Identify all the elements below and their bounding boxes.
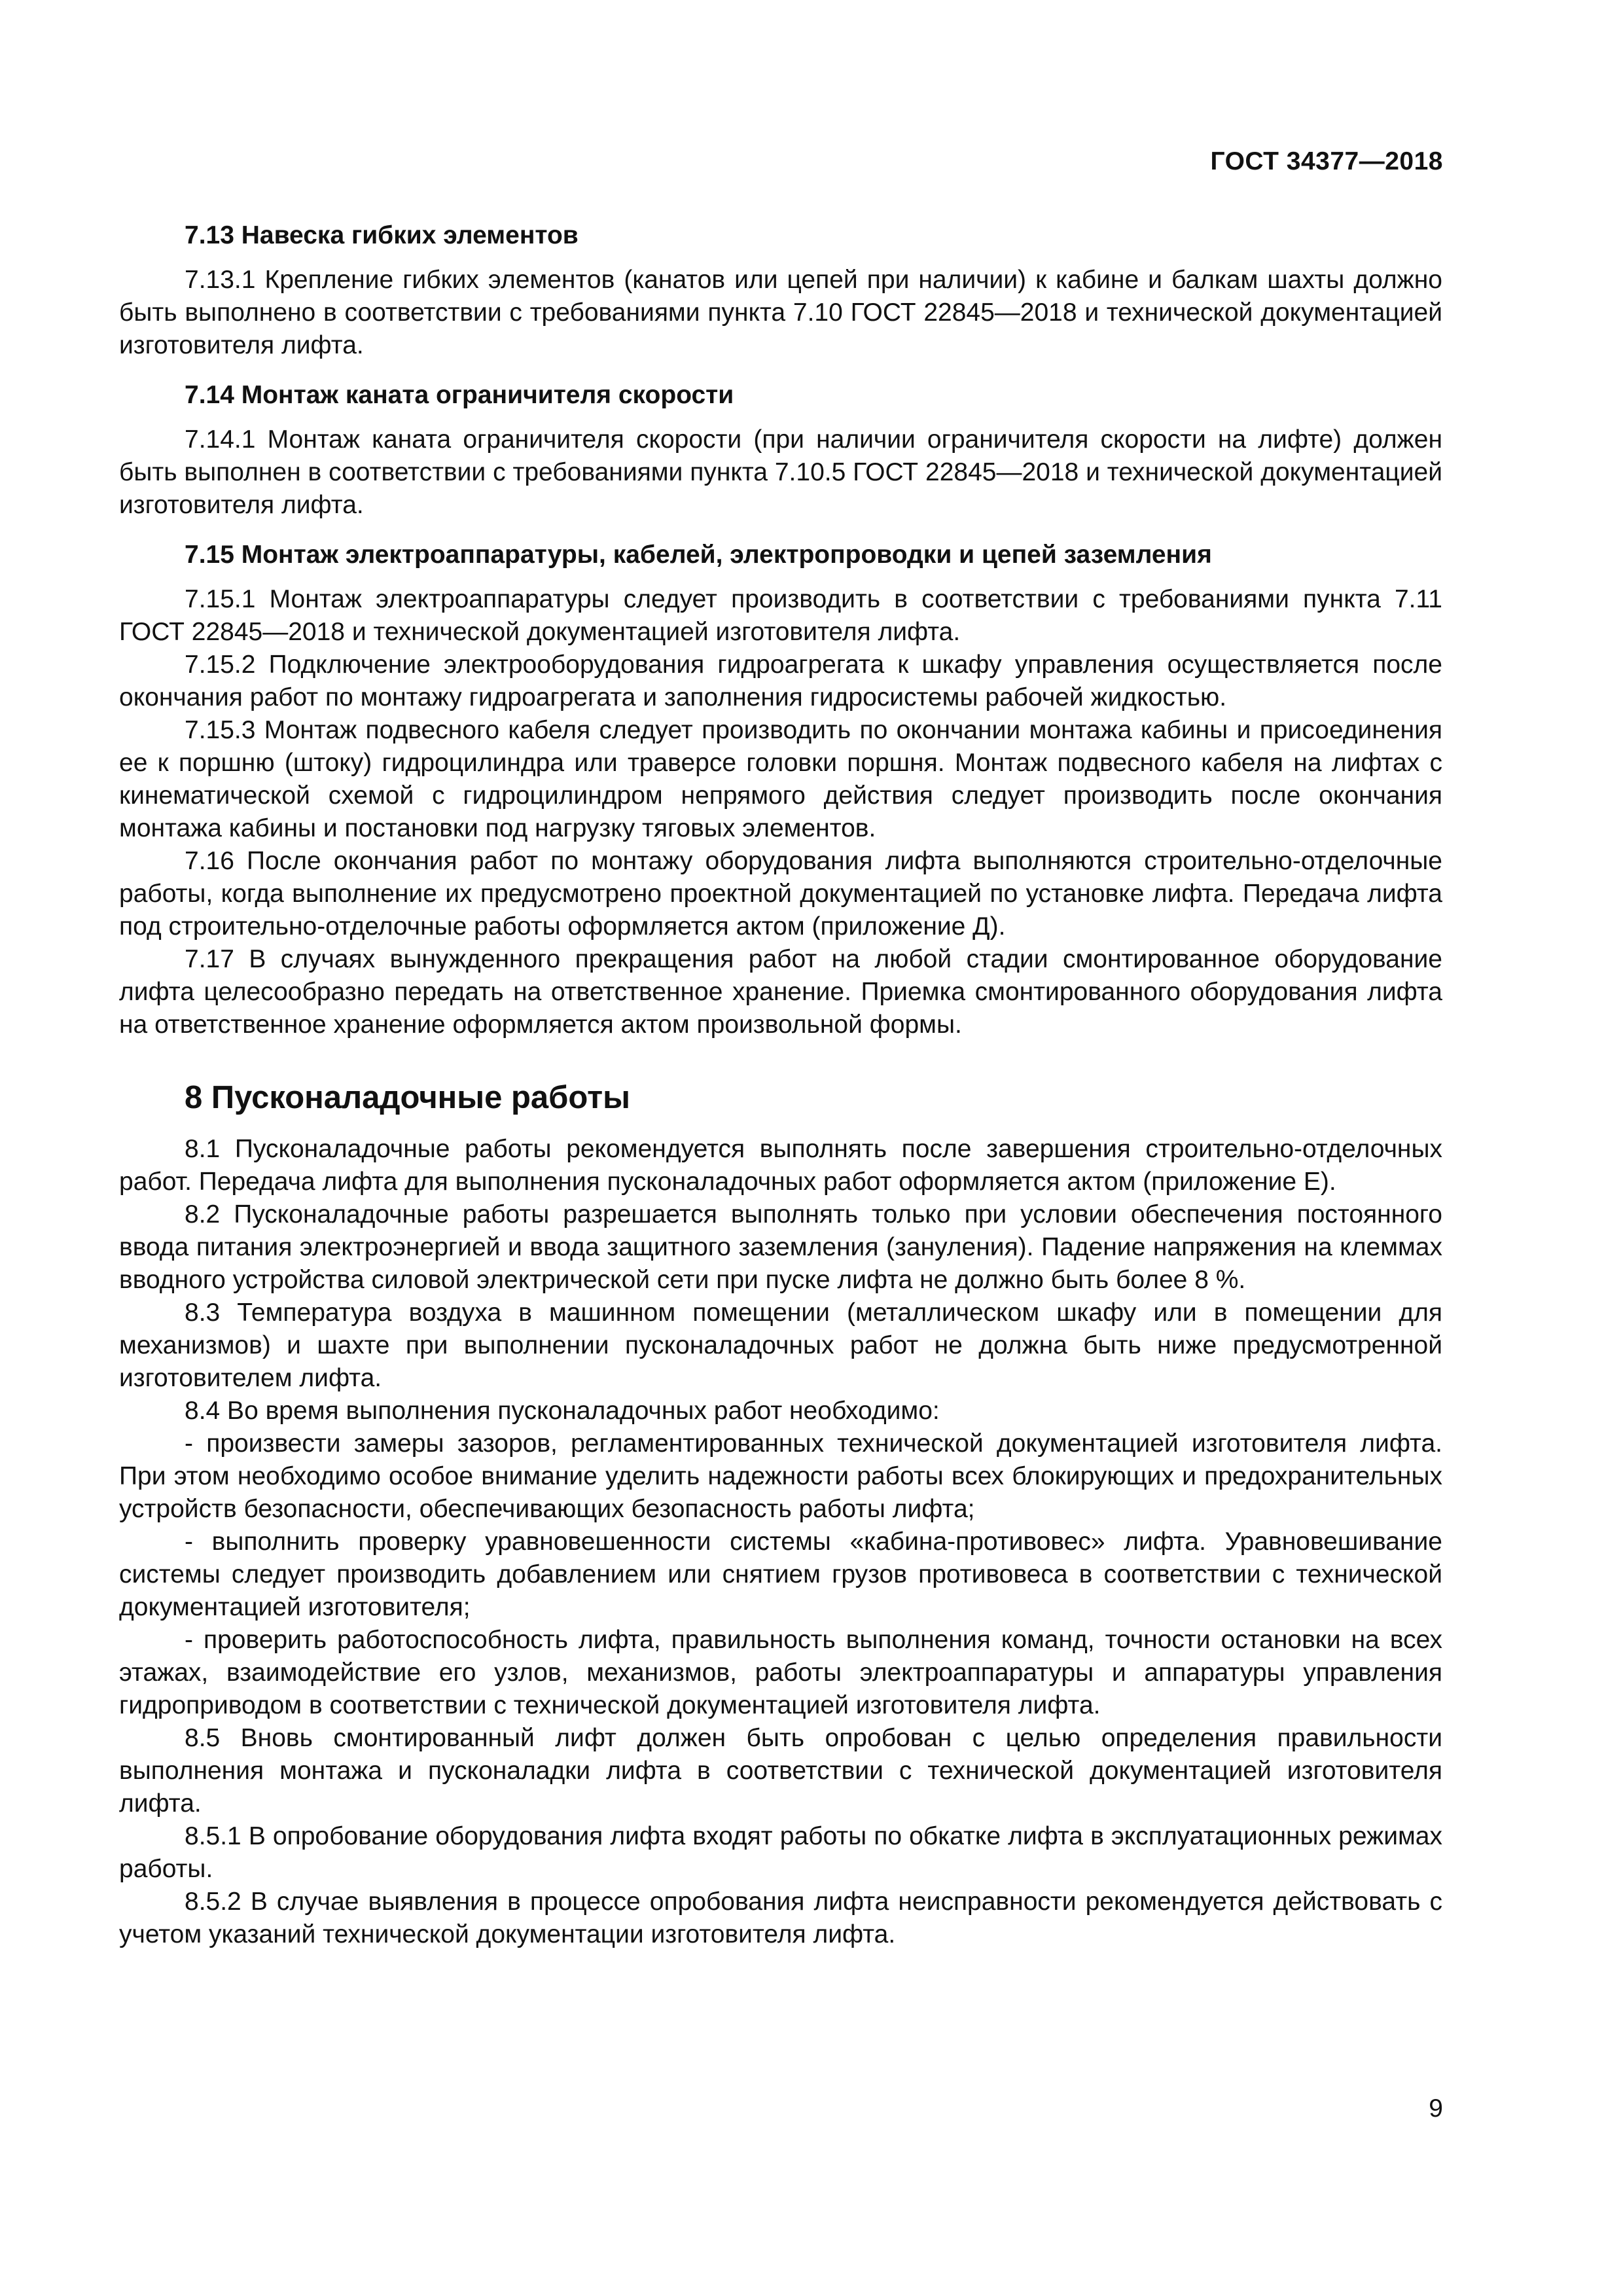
list-item-8-4-c: - проверить работоспособность лифта, правильность выполнения команд, точности остановки на всех этажах, взаимодействие его узлов, механизмов, работы электроаппаратуры и аппаратуры управления гидроприводом в соответствии с технической документацией изготовителя лифта. — [119, 1626, 1442, 1719]
heading-7-14: 7.14 Монтаж каната ограничителя скорости — [185, 381, 734, 409]
paragraph-7-14-1: 7.14.1 Монтаж каната ограничителя скорости (при наличии ограничителя скорости на лифте) должен быть выполнен в соответствии с требованиями пункта 7.10.5 ГОСТ 22845—2018 и технической документацией изготовителя лифта. — [119, 425, 1442, 519]
paragraph-7-15-2: 7.15.2 Подключение электрооборудования гидроагрегата к шкафу управления осуществляется после окончания работ по монтажу гидроагрегата и заполнения гидросистемы рабочей жидкостью. — [119, 651, 1442, 711]
paragraph-7-13-1: 7.13.1 Крепление гибких элементов (канатов или цепей при наличии) к кабине и балкам шахты должно быть выполнено в соответствии с требованиями пункта 7.10 ГОСТ 22845—2018 и технической документацией изготовителя лифта. — [119, 266, 1442, 359]
paragraph-8-1: 8.1 Пусконаладочные работы рекомендуется выполнять после завершения строительно-отделочных работ. Передача лифта для выполнения пусконаладочных работ оформляется актом (приложение Е). — [119, 1135, 1442, 1196]
heading-7-15: 7.15 Монтаж электроаппаратуры, кабелей, электропроводки и цепей заземления — [185, 541, 1212, 569]
list-item-8-4-a: - произвести замеры зазоров, регламентированных технической документацией изготовителя лифта. При этом необходимо особое внимание уделить надежности работы всех блокирующих и предохранительных устройств безопасности, обеспечивающих безопасность работы лифта; — [119, 1429, 1442, 1523]
page-number: 9 — [1429, 2094, 1443, 2123]
paragraph-8-4: 8.4 Во время выполнения пусконаладочных работ необходимо: — [185, 1397, 940, 1425]
document-code-header: ГОСТ 34377—2018 — [1210, 147, 1443, 175]
paragraph-8-5: 8.5 Вновь смонтированный лифт должен быть опробован с целью определения правильности выполнения монтажа и пусконаладки лифта в соответствии с технической документацией изготовителя лифта. — [119, 1724, 1442, 1818]
paragraph-7-15-1: 7.15.1 Монтаж электроаппаратуры следует производить в соответствии с требованиями пункта 7.11 ГОСТ 22845—2018 и технической документацией изготовителя лифта. — [119, 585, 1442, 646]
paragraph-8-5-1: 8.5.1 В опробование оборудования лифта входят работы по обкатке лифта в эксплуатационных режимах работы. — [119, 1822, 1442, 1883]
heading-7-13: 7.13 Навеска гибких элементов — [185, 221, 579, 249]
paragraph-7-16: 7.16 После окончания работ по монтажу оборудования лифта выполняются строительно-отделочные работы, когда выполнение их предусмотрено проектной документацией по установке лифта. Передача лифта под строительно-отделочные работы оформляется актом (приложение Д). — [119, 847, 1442, 941]
paragraph-7-17: 7.17 В случаях вынужденного прекращения работ на любой стадии смонтированное оборудование лифта целесообразно передать на ответственное хранение. Приемка смонтированного оборудования лифта на ответственное хранение оформляется актом произвольной формы. — [119, 945, 1442, 1039]
list-item-8-4-b: - выполнить проверку уравновешенности системы «кабина-противовес» лифта. Уравновешивание системы следует производить добавлением или снятием грузов противовеса в соответствии с технической документацией изготовителя; — [119, 1528, 1442, 1621]
paragraph-7-15-3: 7.15.3 Монтаж подвесного кабеля следует производить по окончании монтажа кабины и присоединения ее к поршню (штоку) гидроцилиндра или траверсе головки поршня. Монтаж подвесного кабеля на лифтах с кинематической схемой с гидроцилиндром непрямого действия следует производить после окончания монтажа кабины и постановки под нагрузку тяговых элементов. — [119, 716, 1442, 842]
paragraph-8-2: 8.2 Пусконаладочные работы разрешается выполнять только при условии обеспечения постоянного ввода питания электроэнергией и ввода защитного заземления (зануления). Падение напряжения на клеммах вводного устройства силовой электрической сети при пуске лифта не должно быть более 8 %. — [119, 1200, 1442, 1294]
heading-section-8: 8 Пусконаладочные работы — [185, 1080, 630, 1115]
page-content — [119, 219, 1442, 1951]
paragraph-8-5-2: 8.5.2 В случае выявления в процессе опробования лифта неисправности рекомендуется действовать с учетом указаний технической документации изготовителя лифта. — [119, 1888, 1442, 1948]
paragraph-8-3: 8.3 Температура воздуха в машинном помещении (металлическом шкафу или в помещении для механизмов) и шахте при выполнении пусконаладочных работ не должна быть ниже предусмотренной изготовителем лифта. — [119, 1299, 1442, 1392]
